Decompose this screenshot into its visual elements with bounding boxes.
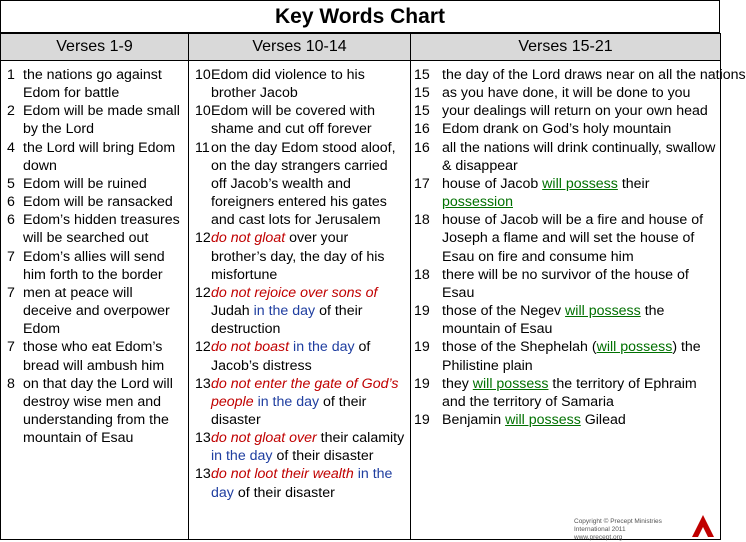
command-phrase: do not enter the gate of God’s people	[211, 375, 399, 410]
copyright-watermark	[574, 518, 682, 541]
verse-entry	[192, 66, 407, 102]
verse-entry	[414, 175, 717, 211]
verse-entry	[414, 411, 717, 429]
verse-number: 17	[414, 175, 430, 192]
verse-text: there will be no survivor of the house of Esau	[442, 266, 689, 301]
verse-entry	[414, 302, 717, 338]
verse-entry	[414, 120, 717, 138]
in-the-day-phrase: in the day	[257, 393, 320, 410]
verse-number: 11	[195, 139, 210, 156]
verse-entry	[414, 84, 717, 102]
verse-entry	[192, 429, 407, 465]
verse-entry	[4, 211, 185, 247]
verse-text: those of the Shephelah (	[442, 339, 597, 356]
verse-text: all the nations will drink continually, swallow & disappear	[442, 139, 716, 174]
verse-number: 16	[414, 139, 430, 156]
header-row	[1, 34, 721, 61]
verse-number: 19	[414, 411, 430, 428]
verse-number: 6	[7, 212, 15, 229]
possess-phrase: will possess	[505, 411, 581, 428]
verse-entry	[192, 338, 407, 374]
verse-number: 6	[7, 194, 15, 211]
possess-phrase: will possess	[565, 303, 641, 320]
verse-number: 15	[414, 67, 430, 83]
verse-text: of their disaster	[233, 484, 335, 501]
verse-text: Edom’s hidden treasures will be searched out	[23, 212, 180, 247]
column-verses-10-14	[189, 61, 411, 540]
verse-text: Benjamin	[442, 411, 506, 428]
website-line: www.precept.org	[574, 534, 623, 541]
verse-text: the nations go against Edom for battle	[23, 67, 162, 102]
verse-text: Edom will be made small by the Lord	[23, 103, 180, 138]
verse-number: 13	[195, 466, 211, 483]
verse-number: 4	[7, 139, 15, 156]
possess-phrase: possession	[442, 194, 513, 211]
verse-text: the day of the Lord draws near on all the nations	[442, 67, 746, 83]
verse-entry	[414, 139, 717, 175]
verse-text: men at peace will deceive and overpower Edom	[23, 284, 170, 338]
column-verses-1-9	[1, 61, 189, 540]
verse-entry	[414, 211, 717, 265]
verse-text: they	[442, 375, 473, 392]
verse-number: 18	[414, 212, 430, 229]
verse-text: those of the Negev	[442, 303, 566, 320]
verse-number: 16	[414, 121, 430, 138]
possess-phrase: will possess	[596, 339, 673, 356]
verse-number: 19	[414, 303, 430, 320]
verse-number: 12	[195, 230, 211, 247]
verse-number: 10	[195, 103, 211, 120]
verse-entry	[4, 139, 185, 175]
verse-entry	[4, 102, 185, 138]
verse-entry	[192, 229, 407, 283]
verse-text: ) the Philistine plain	[442, 339, 701, 374]
verse-entry	[4, 284, 185, 338]
verse-text: their calamity	[316, 430, 405, 447]
verse-entry	[192, 284, 407, 338]
possess-phrase: will possess	[472, 375, 549, 392]
verse-number: 13	[195, 430, 211, 447]
verse-text: Gilead	[580, 411, 626, 428]
command-phrase: do not loot their wealth	[211, 466, 354, 483]
verse-text: the territory of Ephraim and the territory of Samaria	[442, 375, 697, 410]
verse-entry	[414, 102, 717, 120]
column-header-verses-10-14: Verses 10-14	[189, 34, 411, 61]
content-row	[1, 61, 721, 540]
verse-number: 10	[195, 67, 211, 83]
column-verses-15-21	[411, 61, 746, 540]
command-phrase: do not boast	[211, 339, 290, 356]
verse-number: 19	[414, 375, 430, 392]
possess-phrase: will possess	[542, 175, 618, 192]
verse-number: 19	[414, 339, 430, 356]
verse-number: 2	[7, 103, 15, 120]
verse-number: 5	[7, 175, 15, 192]
verse-entry	[4, 375, 185, 448]
verse-number: 15	[414, 85, 430, 102]
in-the-day-phrase: in the day	[293, 339, 355, 356]
verse-text: Edom did violence to his brother Jacob	[211, 67, 365, 102]
command-phrase: do not gloat	[211, 230, 286, 247]
verse-entry	[414, 338, 717, 374]
verse-entry	[4, 193, 185, 211]
verse-number: 15	[414, 103, 430, 120]
ministry-logo-icon	[688, 511, 718, 539]
column-header-verses-1-9: Verses 1-9	[1, 34, 189, 61]
verse-entry	[192, 375, 407, 429]
verse-text: over your brother’s day, the day of his misfortune	[211, 230, 385, 283]
verse-text: the mountain of Esau	[442, 303, 665, 338]
verse-number: 1	[7, 67, 15, 83]
verse-text: on that day the Lord will destroy wise men and understanding from the mountain of Esau	[23, 375, 173, 447]
in-the-day-phrase: in the day	[211, 448, 273, 465]
verse-text: of their disaster	[211, 393, 367, 428]
column-header-verses-15-21: Verses 15-21	[411, 34, 721, 61]
verse-number: 8	[7, 375, 15, 392]
in-the-day-phrase: in the day	[253, 303, 316, 320]
verse-text: as you have done, it will be done to you	[442, 85, 691, 102]
verse-text: Judah	[211, 303, 254, 320]
verse-entry	[4, 248, 185, 284]
verse-text: of Jacob’s distress	[211, 339, 371, 374]
verse-number: 12	[195, 339, 211, 356]
verse-entry	[414, 66, 746, 84]
verse-number: 7	[7, 339, 15, 356]
in-the-day-phrase: in the day	[211, 466, 393, 501]
verse-text: Edom will be covered with shame and cut off forever	[211, 103, 376, 138]
command-phrase: do not rejoice over sons of	[211, 284, 378, 301]
verse-text: Edom drank on God’s holy mountain	[442, 121, 672, 138]
verse-text: Edom’s allies will send him forth to the border	[23, 248, 165, 283]
verse-number: 18	[414, 266, 430, 283]
verse-entry	[192, 465, 407, 501]
verse-entry	[4, 66, 185, 102]
verse-entry	[192, 139, 407, 230]
verse-text: Edom will be ransacked	[23, 194, 173, 211]
verse-number: 7	[7, 284, 15, 301]
copyright-line: Copyright © Precept Ministries International 2011	[574, 518, 662, 533]
verse-number: 13	[195, 375, 211, 392]
verse-text: the Lord will bring Edom down	[23, 139, 176, 174]
verse-text: house of Jacob will be a fire and house of Joseph a flame and will set the house of Esau on fire and consume him	[442, 212, 704, 265]
verse-text: house of Jacob	[442, 175, 543, 192]
verse-text: of their disaster	[272, 448, 374, 465]
key-words-table	[0, 33, 746, 540]
verse-text: your dealings will return on your own head	[442, 103, 708, 120]
verse-number: 12	[195, 284, 211, 301]
verse-entry	[414, 375, 717, 411]
verse-entry	[414, 266, 717, 302]
verse-entry	[192, 102, 407, 138]
verse-entry	[4, 338, 185, 374]
chart-title: Key Words Chart	[0, 0, 720, 33]
verse-text: those who eat Edom’s bread will ambush him	[23, 339, 165, 374]
verse-text: of their destruction	[211, 303, 363, 338]
verse-number: 7	[7, 248, 15, 265]
command-phrase: do not gloat over	[211, 430, 317, 447]
verse-text: their	[617, 175, 650, 192]
verse-text: Edom will be ruined	[23, 175, 147, 192]
verse-text: on the day Edom stood aloof, on the day strangers carried off Jacob’s wealth and foreigners entered his gates and cast lots for Jerusalem	[211, 139, 396, 229]
verse-entry	[4, 175, 185, 193]
